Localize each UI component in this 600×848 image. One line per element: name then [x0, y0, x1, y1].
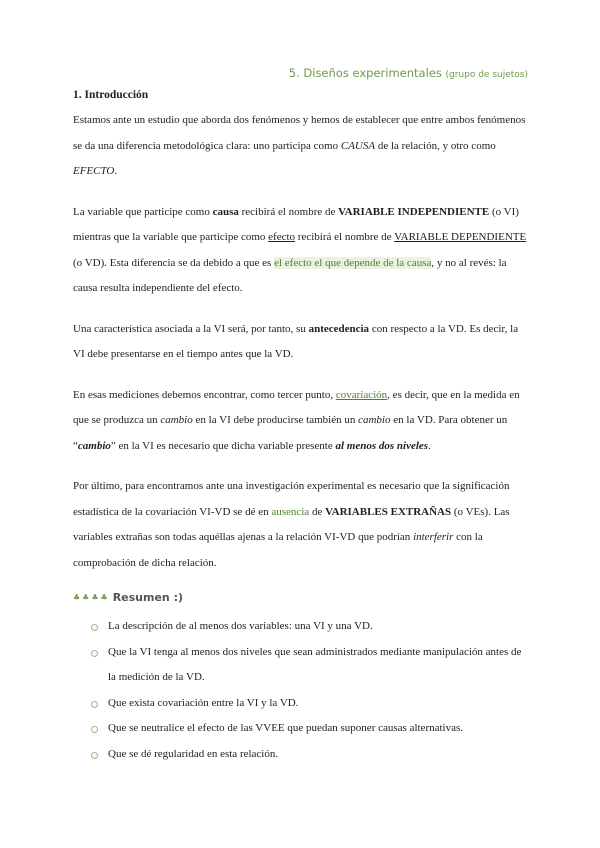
- list-item-text: Que la VI tenga al menos dos niveles que sean administrados mediante manipulación antes de la medición de la VD.: [108, 645, 522, 683]
- list-item: [91, 614, 528, 640]
- text-variable-independiente: VARIABLE INDEPENDIENTE: [338, 205, 490, 218]
- text-variable-dependiente: VARIABLE DEPENDIENTE: [394, 231, 527, 243]
- circle-bullet-icon: [91, 650, 98, 657]
- text-run: (o VEs). Las variables extrañas son todas aquéllas ajenas a la relación VI-VD que podrían: [73, 505, 510, 543]
- text-run: de: [309, 505, 326, 518]
- circle-bullet-icon: [91, 726, 98, 733]
- document-title-subtitle: (grupo de sujetos): [445, 70, 528, 80]
- circle-bullet-icon: [91, 752, 98, 759]
- text-efecto-underlined: efecto: [268, 231, 296, 243]
- list-item: [91, 742, 528, 768]
- text-cambio-italic: cambio: [358, 414, 391, 426]
- text-interferir-italic: interferir: [413, 531, 454, 543]
- paragraph-antecedencia: [73, 317, 528, 368]
- text-covariacion-link: covariación: [335, 388, 388, 401]
- text-run: , y no al revés: la causa resulta independiente del efecto.: [73, 256, 507, 294]
- text-run: La variable que participe como: [73, 205, 213, 218]
- text-run: (o VI) mientras que la variable que participe como: [73, 205, 519, 243]
- text-variables-extranas: VARIABLES EXTRAÑAS: [325, 505, 452, 518]
- text-run: En esas mediciones debemos encontrar, como tercer punto,: [73, 388, 336, 401]
- text-run: (o VD). Esta diferencia se da debido a que es: [73, 256, 275, 269]
- paragraph-intro: [73, 108, 528, 185]
- text-run: recibirá el nombre de: [238, 205, 339, 218]
- sprout-icon: ♣: [73, 593, 81, 602]
- text-dos-niveles: al menos dos niveles: [335, 439, 429, 452]
- text-run: , es decir, que en la medida en que se produzca un: [73, 388, 520, 426]
- list-item-text: La descripción de al menos dos variables: una VI y una VD.: [108, 620, 373, 632]
- document-title-main: 5. Diseños experimentales: [288, 66, 446, 80]
- text-run: Por último, para encontramos ante una investigación experimental es necesario que la significación estadística de la covariación VI-VD se dé en: [73, 480, 510, 518]
- sprout-icons: [73, 593, 108, 602]
- text-run: .: [114, 165, 118, 177]
- sprout-icon: ♣: [91, 593, 99, 602]
- resumen-heading: [73, 591, 528, 604]
- text-run: de la relación, y otro como: [375, 139, 496, 152]
- text-cambio-bold-italic: cambio: [77, 439, 111, 452]
- text-run: recibirá el nombre de: [295, 231, 395, 243]
- text-run: Una característica asociada a la VI será, por tanto, su: [73, 322, 309, 335]
- text-run: con la comprobación de dicha relación.: [73, 531, 483, 569]
- section-heading: 1. Introducción: [73, 89, 149, 101]
- resumen-list: [73, 614, 528, 767]
- sprout-icon: ♣: [100, 593, 108, 602]
- text-causa-italic: CAUSA: [340, 139, 376, 152]
- highlight-efecto-causa: el efecto el que depende de la causa: [274, 256, 432, 269]
- list-item-text: Que se dé regularidad en esta relación.: [108, 747, 279, 760]
- paragraph-variables: [73, 200, 528, 302]
- resumen-title: Resumen :): [112, 591, 184, 604]
- text-run: en la VI debe producirse también un: [192, 414, 359, 426]
- list-item-text: Que se neutralice el efecto de las VVEE que puedan suponer causas alternativas.: [108, 722, 464, 734]
- text-run: Estamos ante un estudio que aborda dos fenómenos y hemos de establecer que entre ambos fenómenos se da una diferencia metodológica clara: uno participa como: [73, 114, 526, 152]
- circle-bullet-icon: [91, 624, 98, 631]
- document-content: [73, 66, 528, 767]
- text-run: .: [428, 439, 431, 452]
- text-antecedencia-bold: antecedencia: [308, 322, 370, 335]
- list-item: [91, 691, 528, 717]
- sprout-icon: ♣: [82, 593, 90, 602]
- text-ausencia-green: ausencia: [271, 505, 310, 518]
- text-run: con respecto a la VD. Es decir, la VI debe presentarse en el tiempo antes que la VD.: [73, 322, 519, 360]
- circle-bullet-icon: [91, 701, 98, 708]
- list-item: [91, 640, 528, 691]
- document-title: [73, 66, 528, 80]
- list-item: [91, 716, 528, 742]
- list-item-text: Que exista covariación entre la VI y la VD.: [108, 696, 299, 709]
- text-run: en la VD. Para obtener un “: [73, 414, 508, 452]
- text-efecto-italic: EFECTO: [73, 165, 115, 177]
- paragraph-covariacion: [73, 383, 528, 460]
- text-causa-bold: causa: [212, 205, 239, 218]
- paragraph-variables-extranas: [73, 474, 528, 576]
- text-run: ” en la VI es necesario que dicha variable presente: [110, 439, 336, 452]
- text-cambio-italic: cambio: [160, 414, 193, 426]
